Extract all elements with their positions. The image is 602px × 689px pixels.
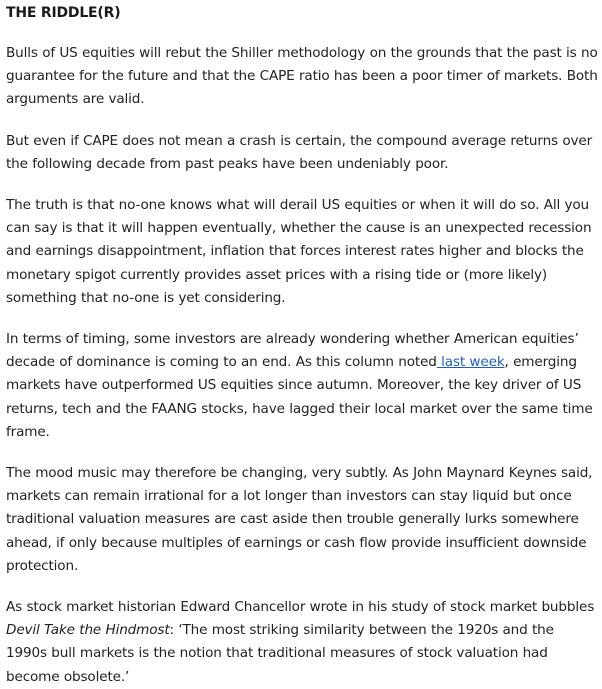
paragraph-chancellor-quote: [6, 596, 598, 689]
paragraph-quote-text-end: : ‘The most striking similarity between the 1920s and the 1990s bull markets is the notion that traditional measures of stock valuation had become obsolete.’: [6, 622, 554, 685]
paragraph-timing-text-end: , emerging markets have outperformed US equities since autumn. Moreover, the key driver of US returns, tech and the FAANG stocks, have lagged their local market over the same time frame.: [6, 354, 593, 440]
paragraph-shiller-rebuttal: Bulls of US equities will rebut the Shiller methodology on the grounds that the past is no guarantee for the future and that the CAPE ratio has been a poor timer of markets. Both arguments are valid.: [6, 45, 598, 108]
paragraph-derail-us-equities: The truth is that no-one knows what will derail US equities or when it will do so. All you can say is that it will happen eventually, whether the cause is an unexpected recession and earnings disappointment, inflation that forces interest rates higher and blocks the monetary spigot currently provides asset prices with a rising tide or (more likely) something that no-one is yet considering.: [6, 197, 592, 306]
section-heading: THE RIDDLE(R): [6, 5, 121, 21]
paragraph-timing: [6, 328, 598, 444]
paragraph-mood-music: The mood music may therefore be changing, very subtly. As John Maynard Keynes said, markets can remain irrational for a lot longer than investors can stay liquid but once traditional valuation measures are cast aside then trouble generally lurks somewhere ahead, if only because multiples of earnings or cash flow provide insufficient downside protection.: [6, 465, 593, 574]
last-week-link[interactable]: last week: [436, 354, 505, 371]
paragraph-timing-text-start: In terms of timing, some investors are already wondering whether American equities’ decade of dominance is coming to an end. As this column noted: [6, 331, 579, 371]
paragraph-cape-returns: But even if CAPE does not mean a crash is certain, the compound average returns over the following decade from past peaks have been undeniably poor.: [6, 132, 593, 172]
paragraph-quote-text-start: As stock market historian Edward Chancellor wrote in his study of stock market bubbles: [6, 599, 595, 616]
book-title: Devil Take the Hindmost: [6, 622, 170, 639]
